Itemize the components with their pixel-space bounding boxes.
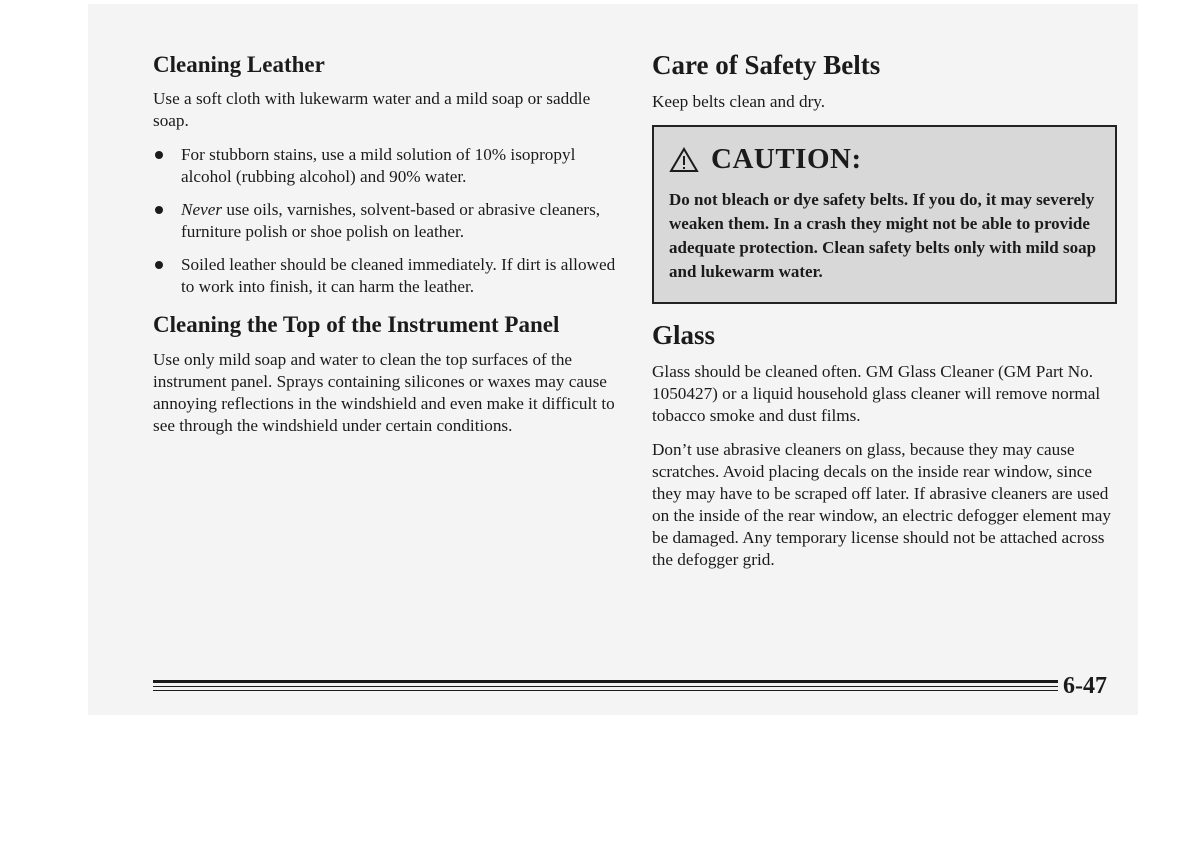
caution-label: CAUTION:: [711, 143, 862, 176]
caution-title: [669, 143, 1097, 176]
footer-rule: [153, 680, 1058, 691]
glass-paragraph-2: Don’t use abrasive cleaners on glass, because they may cause scratches. Avoid placing decals on the inside rear window, since they may have to be scraped off later. If abrasive cleaners are used on the inside of the rear window, an electric defogger element may be damaged. Any temporary license should not be attached across the defogger grid.: [652, 440, 1111, 570]
list-item: [153, 144, 623, 188]
cleaning-leather-list: [153, 144, 623, 298]
left-column: [153, 52, 623, 449]
bullet-icon: [155, 206, 163, 214]
instrument-panel-body: Use only mild soap and water to clean the top surfaces of the instrument panel. Sprays containing silicones or waxes may cause annoying reflections in the windshield and even make it difficult to see through the windshield under certain conditions.: [153, 349, 615, 435]
bullet-icon: [155, 151, 163, 159]
bullet-icon: [155, 261, 163, 269]
bullet-text: use oils, varnishes, solvent-based or abrasive cleaners, furniture polish or shoe polish on leather.: [181, 200, 601, 242]
list-item: [153, 254, 623, 298]
bullet-text: For stubborn stains, use a mild solution of 10% isopropyl alcohol (rubbing alcohol) and 90% water.: [181, 145, 576, 187]
glass-paragraph-1: Glass should be cleaned often. GM Glass Cleaner (GM Part No. 1050427) or a liquid household glass cleaner will remove normal tobacco smoke and dust films.: [652, 362, 1101, 426]
page-number: 6-47: [1063, 673, 1107, 699]
bullet-emphasis: Never: [181, 200, 223, 220]
cleaning-leather-intro: Use a soft cloth with lukewarm water and a mild soap or saddle soap.: [153, 89, 591, 131]
safety-belts-heading: Care of Safety Belts: [652, 50, 881, 80]
right-column: [652, 50, 1117, 583]
glass-heading: Glass: [652, 320, 716, 351]
warning-triangle-icon: [669, 147, 699, 173]
safety-belts-body: Keep belts clean and dry.: [652, 92, 826, 112]
caution-text: Do not bleach or dye safety belts. If you do, it may severely weaken them. In a crash they might not be able to provide adequate protection. Clean safety belts only with mild soap and lukewarm water.: [669, 190, 1097, 282]
caution-box: [652, 125, 1117, 304]
instrument-panel-heading: Cleaning the Top of the Instrument Panel: [153, 312, 560, 338]
list-item: [153, 199, 623, 243]
cleaning-leather-heading: Cleaning Leather: [153, 52, 325, 77]
bullet-text: Soiled leather should be cleaned immediately. If dirt is allowed to work into finish, it can harm the leather.: [181, 255, 616, 297]
